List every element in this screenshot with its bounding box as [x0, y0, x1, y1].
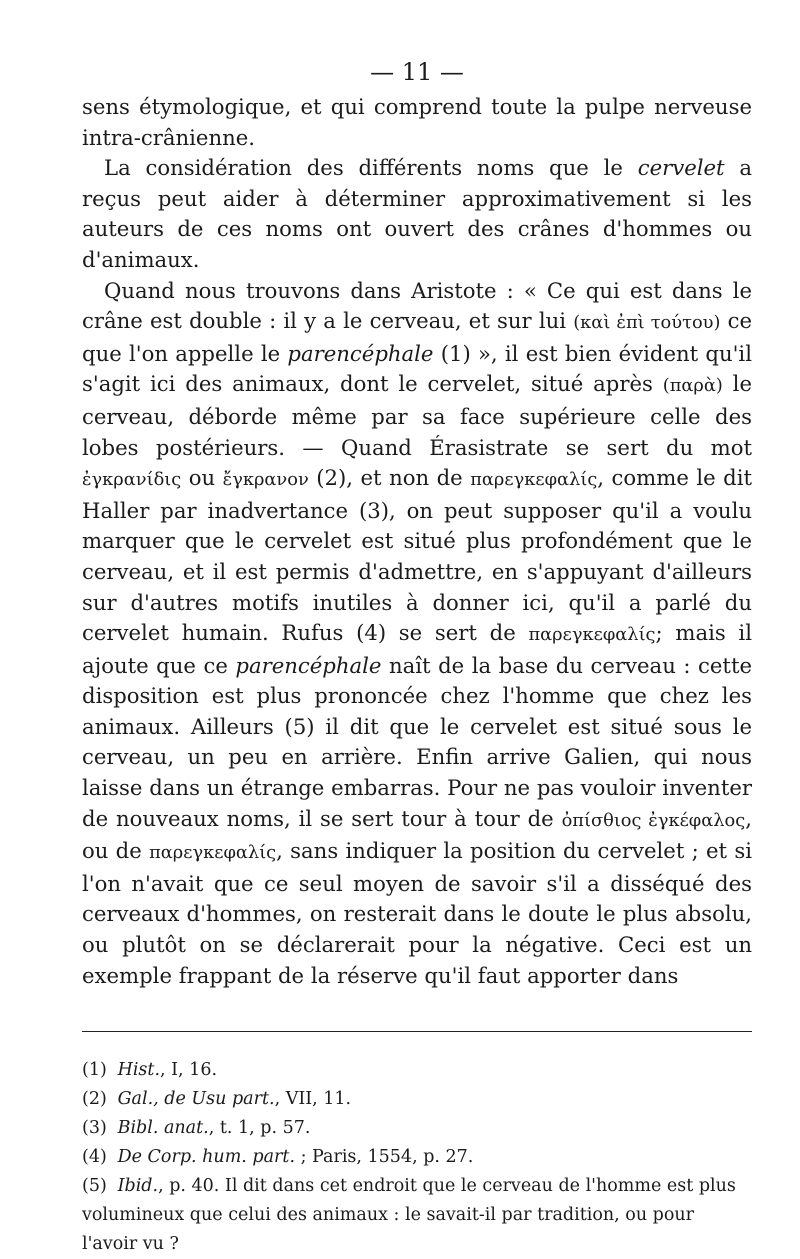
footnote-5: (5) Ibid., p. 40. Il dit dans cet endroit que le cerveau de l'homme est plus volumineux que celui des animaux : le savait-il par tradition, ou pour l'avoir vu ?: [82, 1176, 736, 1255]
footnote-3: (3) Bibl. anat., t. 1, p. 57.: [82, 1118, 311, 1139]
paragraph-1: sens étymologique, et qui comprend toute la pulpe nerveuse intra-crânienne.: [82, 94, 752, 150]
footnote-rule: [82, 1031, 752, 1032]
paragraph-3: Quand nous trouvons dans Aristote : « Ce qui est dans le crâne est double : il y a le cerveau, et sur lui (καὶ ἐπὶ τούτου) ce que l'on appelle le parencéphale (1) », il est bien évident qu'il s'agit ici des animaux, dont le cervelet, situé après (παρὰ) le cerveau, déborde même par sa face supérieure celle des lobes postérieurs. — Quand Érasistrate se sert du mot ἐγκρανίδις ou ἔγκρανον (2), et non de παρεγκεφαλίς, comme le dit Haller par inadvertance (3), on peut supposer qu'il a voulu marquer que le cervelet est situé plus profondément que le cerveau, et il est permis d'admettre, en s'appuyant d'ailleurs sur d'autres motifs inutiles à donner ici, qu'il a parlé du cervelet humain. Rufus (4) se sert de παρεγκεφαλίς; mais il ajoute que ce parencéphale naît de la base du cerveau : cette disposition est plus prononcée chez l'homme que chez les animaux. Ailleurs (5) il dit que le cervelet est situé sous le cerveau, un peu en arrière. Enfin arrive Galien, qui nous laisse dans un étrange embarras. Pour ne pas vouloir inventer de nouveaux noms, il se sert tour à tour de ὀπίσθιος ἐγκέφαλος, ou de παρεγκεφαλίς, sans indiquer la position du cervelet ; et si l'on n'avait que ce seul moyen de savoir s'il a disséqué des cerveaux d'hommes, on resterait dans le doute le plus absolu, ou plutôt on se déclarerait pour la négative. Ceci est un exemple frappant de la réserve qu'il faut apporter dans: [82, 277, 753, 988]
greek-word: ἐγκρανίδις: [82, 469, 182, 491]
greek-phrase: ὀπίσθιος ἐγκέφαλος: [561, 809, 746, 831]
greek-word: παρεγκεφαλίς: [470, 469, 598, 491]
main-text: [82, 92, 752, 991]
term-parencephale: parencéphale: [287, 340, 434, 366]
greek-phrase: (καὶ ἐπὶ τούτου): [573, 312, 721, 334]
greek-phrase: (παρὰ): [662, 375, 723, 397]
greek-word: παρεγκεφαλίς: [149, 842, 277, 864]
paragraph-2: La considération des différents noms que le cervelet a reçus peut aider à déterminer approximativement si les auteurs de ces noms ont ouvert des crânes d'hommes ou d'animaux.: [82, 155, 752, 272]
page-number: — 11 —: [370, 58, 464, 86]
footnote-4: (4) De Corp. hum. part. ; Paris, 1554, p. 27.: [82, 1147, 474, 1168]
greek-word: ἔγκρανον: [222, 469, 309, 491]
footnote-2: (2) Gal., de Usu part., VII, 11.: [82, 1089, 352, 1110]
footnotes: [82, 1056, 752, 1259]
footnote-1: (1) Hist., I, 16.: [82, 1060, 218, 1081]
greek-word: παρεγκεφαλίς: [528, 624, 656, 646]
term-parencephale: parencéphale: [235, 652, 382, 678]
term-cervelet: cervelet: [637, 155, 725, 181]
